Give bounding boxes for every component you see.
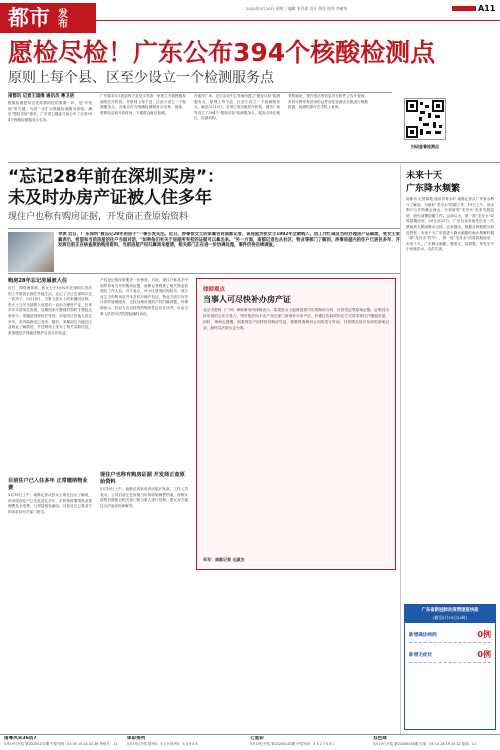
qr-caption: 扫码查看检测点 — [411, 144, 439, 149]
masthead-bar — [96, 20, 500, 21]
sidebar-divider — [400, 164, 401, 734]
col-a-heading-2: 目前住户已入住多年 正常缴纳物业费 — [8, 478, 88, 491]
lawyer-box — [196, 278, 396, 570]
color-tab — [452, 6, 476, 11]
lawyer-label: 律师观点 — [203, 287, 226, 293]
lawyer-heading: 当事人可尽快补办房产证 — [203, 295, 291, 304]
second-headline-line1: “忘记28年前在深圳买房”： — [8, 167, 225, 187]
lottery-result: 5月19日开奖 第20200143期 中奖号码：4 3 2 7 0 8 7 — [250, 742, 335, 746]
logo-main: 都市 — [8, 6, 50, 30]
covid-report-title: 广东省新冠肺炎疫情速报快报 — [421, 608, 479, 613]
logo-side: 发布 — [58, 9, 68, 30]
lottery-item — [250, 736, 369, 750]
lawyer-text: 北京市盈科（广州）律师事务所律师表示，如果张女士能够提供当年的购房合同、付款凭证等原始证据，证明其为该房屋的合法买受人，则可依法向不动产登记部门申请补办房产证，并通过协商或诉讼方式请求现住户腾退房屋。同时，律师也提醒，如果现住户同样持有购房凭证，需要核查两份合同的签订时间、付款情况及开发商的备案记录，最终以法院认定为准。 — [203, 308, 389, 330]
sidebar-text: 南都讯 记者陈艳 通讯员粤水轩 南都记者从广东省水利厅了解到，为做好"龙舟水"防御工作，19日上午，省水利厅召开防御会商会，分析研判"龙舟水"未来发展趋势，研究部署防御工作。会商认为，第一波"龙舟水"或将如期而至，20日至22日，广东自北向南先后有一次暴雨到大暴雨降水过程。会商指出，根据各种数据分析及预报，未来十天广东将进入降水频繁的雨水集聚时期（即"龙舟水"时节），第一波"龙舟水"或将如期而至，未来十天，广东降水频繁，强度大，局部强，易发生中小河流洪水、山洪灾害。 — [406, 197, 494, 252]
lead-byline: 南都讯 记者王道缘 通讯员 粤卫信 — [8, 94, 75, 99]
col-a-text-2: 5月18日上午，南都记者从张女士所在社区了解到，该房屋现住户已在此居住多年，平时按时缴纳物业管理费及水电费，与邻居相处融洽，目前社区已将双方的诉求向有关部门报告。 — [8, 493, 92, 514]
qr-code-icon — [405, 99, 445, 139]
lead-headline: 愿检尽检！广东公布394个核酸检测点 — [8, 38, 436, 67]
covid-stat-label: 新增确诊病例 — [409, 633, 437, 638]
lead-rule — [8, 92, 392, 93]
summary-photo — [8, 232, 54, 272]
covid-stat-value: 0例 — [477, 650, 491, 659]
lawyer-sign: 采写：南都记者 毛淑杰 — [203, 557, 245, 562]
date-line: 2020年5月20日 星期三 编辑 张丹琼 设计 郭佳 校对 李树华 — [246, 6, 348, 11]
lottery-result: 5月19日开奖 排列3：5 3 9 排列5：5 3 9 4 8 — [127, 742, 198, 746]
lottery-item — [4, 736, 123, 750]
lottery-footer — [4, 736, 496, 750]
lead-col-2: 广东要求5月底前每个县至少具备一家独立开展核酸检测的医疗机构，并原则上每个县、区至少设立一个检测服务点。各地市应当明确检测服务点名称、地址、联系电话和开放时间，方便群众就近检测。 — [100, 94, 186, 115]
lead-col-1: 核酸检测是常态化疫情防控的重要一环，是"早发现"的关键。为进一步扩大核酸检测服务供给，满足"愿检尽检"需求，广东省卫健委日前公布了全省394个核酸检测服务点名单。 — [8, 101, 92, 122]
masthead — [0, 0, 500, 36]
footer-rule — [0, 734, 500, 735]
col-a-text: 近日，网络流传称，张女士于1992年在深圳买房后因工作原因长期在外地生活，忘记了自己在深圳买过一套房子。5月18日，当事人张女士的家属回应称，张女士当年全款购入房屋后一直未办理房产证，后来多年未曾前往查看，近期因家中整理旧物时才想起这套房子。家属赶到现场后发现，房屋内已有他人居住多年，室内装修也已变动。随后，家属前往当地社区及物业了解情况，并在网络上发布了相关求助信息，希望通过法律途径维护自身合法权益。 — [8, 286, 92, 335]
sidebar-heading-2: 广东降水频繁 — [406, 184, 461, 194]
covid-stat-row — [409, 627, 491, 643]
col-a-heading: 购房28年忘记房屋被人住 — [8, 278, 68, 284]
lottery-result: 5月19日开奖 第20200035期 红球：05 14 18 19 24 32 蓝球：11 — [373, 742, 477, 746]
lottery-title: 双色球 — [373, 736, 387, 741]
second-summary-box — [8, 228, 400, 274]
lottery-title: 南粤风采36选7 — [4, 736, 37, 741]
covid-report-header — [405, 605, 495, 623]
covid-stat-label: 新增无症状 — [409, 653, 432, 658]
lottery-title: 体彩排列 — [127, 736, 146, 741]
col-b-heading: 现住户也称有购房证据 开发商正查原始资料 — [100, 472, 185, 485]
lead-col-4: 采样地址、预约电话等信息可在附件公告中查询，市民可携带有效身份证件前往检测点自愿进行核酸检测，检测结果可在手机上查询。 — [288, 94, 368, 110]
qr-code[interactable] — [404, 98, 446, 140]
lead-col-3: 在地市广场、社区活动中心等场所建立"愿检尽检"检测服务点，原则上每个县、区至少设立一个检测服务点。截至5月19日，全省已有各级医疗机构、城市广场等设立了394个"愿检尽检"检测服务点，服务点所在地区、检测机构、 — [194, 94, 280, 121]
lottery-result: 5月19日开奖 第20200137期 中奖号码：03 05 15 24 33 36 特别号：11 — [4, 742, 118, 746]
covid-stat-row — [409, 647, 491, 663]
lottery-item — [127, 736, 246, 750]
page-number: A11 — [478, 4, 496, 13]
lead-bottom-rule — [8, 162, 500, 163]
second-headline-line2: 未及时办房产证被人住多年 — [8, 188, 212, 208]
second-summary: 导读 近日，广东深圳"被忘记28年的房子"一事引发关注。近日，涉事张女士的家属告诉南都记者，该房屋为张女士1992年全款购入，因工作忙碌及当时办理房产证麻烦，张女士家属表示，希望和当前房屋的住户当面对话，"如果他们有关于房屋所有权的证据可以拿出来。"另一方面，南都记者也从社区、物业等部门了解到，涉事房屋内的住户已居住多年，开发商目前正在核查原始购房资料，当前房屋产权归属尚未厘清，相关部门正在进一步协调处理，事件仍待后续调查。 — [58, 232, 400, 248]
lead-subhead: 原则上每个县、区至少设立一个检测服务点 — [8, 70, 274, 86]
covid-report-date: (截至5月19日24时) — [432, 615, 468, 620]
sidebar-heading-1: 未来十天 — [406, 171, 443, 181]
col-b-text: 产权登记情况需要进一步核查。对此，现住户称其手中同样持有当年的购房证据，南都记者联系了相关物业管理处工作人员，对方表示，该小区建成时间较早，部分业主当年购房后并未及时办理产权证，物业方面只负责日常的管理服务，无权处理房屋的产权归属问题。有律师表示，若双方各自持有的购房凭证存在冲突，可由当事人依法向法院提起确权诉讼。 — [100, 278, 188, 316]
lottery-title: 七星彩 — [250, 736, 264, 741]
covid-stat-value: 0例 — [477, 630, 491, 639]
lottery-item — [373, 736, 492, 750]
col-b-text-2: 5月19日上午，南都记者致电该房屋开发商，工作人员表示，公司目前正在查阅当年的原始销售档案，待核实清楚后将配合相关部门和当事人进行处理，建议双方通过合法途径协商解决。 — [100, 487, 188, 508]
covid-report-box — [404, 604, 496, 730]
masthead-logo — [0, 3, 96, 33]
covid-stats-list — [409, 627, 491, 667]
second-subhead: 现住户也称有购房证据，开发商正查原始资料 — [8, 212, 189, 222]
